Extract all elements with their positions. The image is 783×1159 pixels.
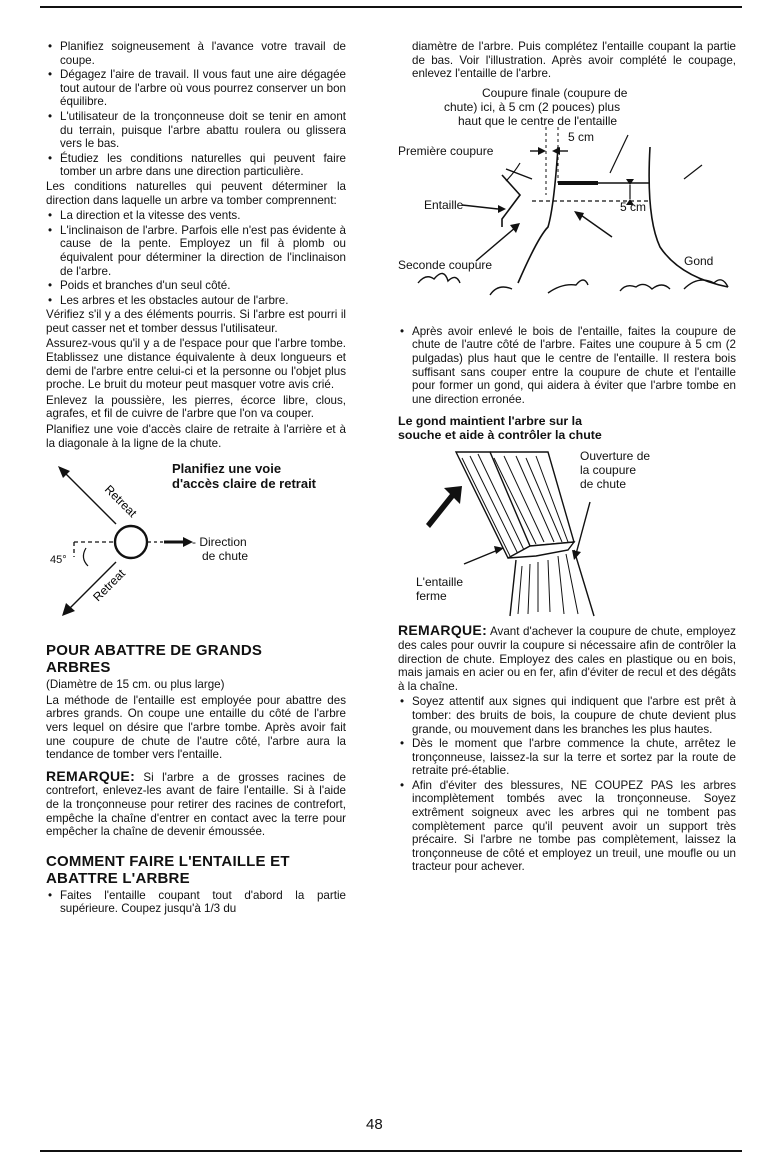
hinge-heading: [398, 414, 736, 442]
heading-line: Le gond maintient l'arbre sur la: [398, 414, 583, 429]
retreat-diagram: [46, 462, 346, 622]
fig1-first-cut-label: Première coupure: [398, 143, 494, 158]
list-item: • Étudiez les conditions naturelles qui peuvent faire tomber un arbre dans une direction particulière.: [46, 152, 346, 179]
rot-paragraph: Vérifiez s'il y a des éléments pourris. Si l'arbre est pourri il peut casser net et tomber dessus l'utilisateur.: [46, 308, 346, 335]
list-item: • Poids et branches d'un seul côté.: [46, 279, 346, 293]
fig1-notch-label: Entaille: [424, 197, 464, 212]
after-notch-bullets: [398, 325, 736, 407]
direction-label-line2: de chute: [202, 549, 249, 564]
bottom-rule: [40, 1150, 742, 1152]
notch-cut-diagram: [398, 87, 736, 315]
fig2-closed-line1: L'entaille: [416, 575, 463, 590]
list-item: • Dégagez l'aire de travail. Il vous faut une aire dégagée tout autour de l'arbre où vous pourrez conserver un bon équilibre.: [46, 68, 346, 109]
retreat-word-upper: Retreat: [101, 482, 140, 521]
right-column: [398, 40, 736, 875]
list-item: • Soyez attentif aux signes qui indiquent que l'arbre est prêt à tomber: des bruits de bois, la coupure de chute devient plus grande, ou mouvement dans les branches les plus hautes.: [398, 695, 736, 736]
heading-line: POUR ABATTRE DE GRANDS: [46, 642, 263, 660]
angle-label: 45°: [50, 554, 67, 567]
notch-continued-paragraph: diamètre de l'arbre. Puis complétez l'entaille coupant la partie de bas. Voir l'illustration. Après avoir complété le coupage, enlevez l'entaille de l'arbre.: [412, 40, 736, 81]
planning-bullets: [46, 40, 346, 179]
direction-label-line1: - Direction: [192, 535, 247, 550]
hinge-graphic: [398, 446, 736, 618]
fig1-second-cut-label: Seconde coupure: [398, 257, 493, 272]
left-column: [46, 40, 346, 917]
hinge-diagram: [398, 446, 736, 618]
list-item: • Après avoir enlevé le bois de l'entaille, faites la coupure de chute de l'autre côté de l'arbre. Faites une coupure à 5 cm (2 pulgadas) plus haut que le centre de l'entaille. Il restera bois suffisant sans couper entre la coupure de chute et l'entaille pour former un gond, qui aidera à éviter que l'arbre tombe en une direction erronée.: [398, 325, 736, 407]
final-bullets: [398, 695, 736, 874]
heading-line: COMMENT FAIRE L'ENTAILLE ET: [46, 852, 290, 870]
page-number: 48: [366, 1116, 383, 1133]
fig2-opening-line1: Ouverture de: [580, 449, 651, 464]
list-item: • Faites l'entaille coupant tout d'abord la partie supérieure. Coupez jusqu'à 1/3 du: [46, 889, 346, 916]
list-item: • L'inclinaison de l'arbre. Parfois elle n'est pas évidente à cause de la pente. Employez un fil à plomb ou équivalent pour déterminer la direction de l'inclinaison de l'arbre.: [46, 224, 346, 278]
notch-bullets: [46, 889, 346, 916]
remarque-label: REMARQUE:: [46, 767, 136, 784]
fig2-opening-line2: la coupure: [580, 463, 637, 478]
list-item: • La direction et la vitesse des vents.: [46, 209, 346, 223]
section-heading-notch: [46, 853, 346, 887]
retreat-word-lower: Retreat: [90, 566, 128, 605]
list-item: • L'utilisateur de la tronçonneuse doit se tenir en amont du terrain, puisque l'arbre abattu roulera ou glissera vers le bas.: [46, 110, 346, 151]
space-paragraph: Assurez-vous qu'il y a de l'espace pour que l'arbre tombe. Etablissez une distance équivalente à deux longueurs et demi de l'arbre entre celui-ci et la personne ou l'objet plus proche. Le bruit du moteur peut masquer votre avis crié.: [46, 337, 346, 392]
section-heading-big-trees: [46, 642, 346, 676]
remarque-roots: [46, 767, 346, 839]
retreat-title-line2: d'accès claire de retrait: [172, 476, 317, 492]
list-item: • Planifiez soigneusement à l'avance votre travail de coupe.: [46, 40, 346, 67]
list-item: • Afin d'éviter des blessures, NE COUPEZ PAS les arbres incomplètement tombés avec la tronçonneuse. Soyez extrêment soigneux avec les arbres qui ne tombent pas complètement parce qu'il peuvent avoir un support très précaire. Si l'arbre ne tombe pas complètement, laissez la tronçonneuse de côté et employez un treuil, une moufle ou un tracteur pour achever.: [398, 779, 736, 874]
conditions-intro: Les conditions naturelles qui peuvent déterminer la direction dans laquelle un arbre va tomber comprennent:: [46, 179, 346, 207]
top-rule: [40, 6, 742, 8]
path-paragraph: Planifiez une voie d'accès claire de retraite à l'arrière et à la diagonale à la ligne de la chute.: [46, 423, 346, 450]
conditions-bullets: [46, 209, 346, 307]
remarque-label: REMARQUE:: [398, 622, 488, 639]
heading-line: souche et aide à contrôler la chute: [398, 428, 602, 443]
list-item: • Dès le moment que l'arbre commence la chute, arrêtez le tronçonneuse, laissez-la sur la terre et sortez par la route de retraite pré-établie.: [398, 737, 736, 778]
fig1-caption-line2: chute) ici, à 5 cm (2 pouces) plus: [444, 99, 621, 114]
remarque-text: Si l'arbre a de grosses racines de contrefort, enlevez-les avant de faire l'entaille. Si à l'aide de la tronçonneuse pour retirer des racines de contrefort, empêche la chaîne d'entrer en contact avec la terre pour empêcher la chaîne de devenir émoussée.: [46, 770, 346, 839]
fig2-closed-line2: ferme: [416, 589, 447, 604]
heading-line: ARBRES: [46, 659, 111, 677]
remarque-text: Avant d'achever la coupure de chute, employez des cales pour ouvrir la coupure si nécessaire afin de contrôler la direction de chute. Employez des cales en plastique ou en bois, mais jamais en acier ou en fer, afin d'éviter de recul et des dégâts à la chaîne.: [398, 625, 736, 693]
fig1-hinge-label: Gond: [684, 253, 714, 268]
big-trees-paragraph: La méthode de l'entaille est employée pour abattre des arbres grands. On coupe une entaille du côté de l'arbre vers lequel on désire que l'arbre tombe. Après avoir fait une coupure de chute de l'autre côté, l'arbre aura la tendance de tomber vers l'entaille.: [46, 693, 346, 762]
fig1-caption-line1: Coupure finale (coupure de: [482, 85, 628, 100]
remarque-wedges: [398, 624, 736, 693]
clear-paragraph: Enlevez la poussière, les pierres, écorce libre, clous, agrafes, et fil de cuivre de l'arbre que l'on va couper.: [46, 393, 346, 421]
list-item: • Les arbres et les obstacles autour de l'arbre.: [46, 294, 346, 308]
fig2-opening-line3: de chute: [580, 477, 627, 492]
fig1-caption-line3: haut que le centre de l'entaille: [458, 113, 618, 128]
retreat-title-line1: Planifiez une voie: [172, 461, 282, 477]
fig1-cm-side: 5 cm: [620, 199, 647, 214]
heading-line: ABATTRE L'ARBRE: [46, 869, 190, 887]
big-trees-subtitle: (Diamètre de 15 cm. ou plus large): [46, 678, 225, 692]
fig1-cm-top: 5 cm: [568, 129, 595, 144]
